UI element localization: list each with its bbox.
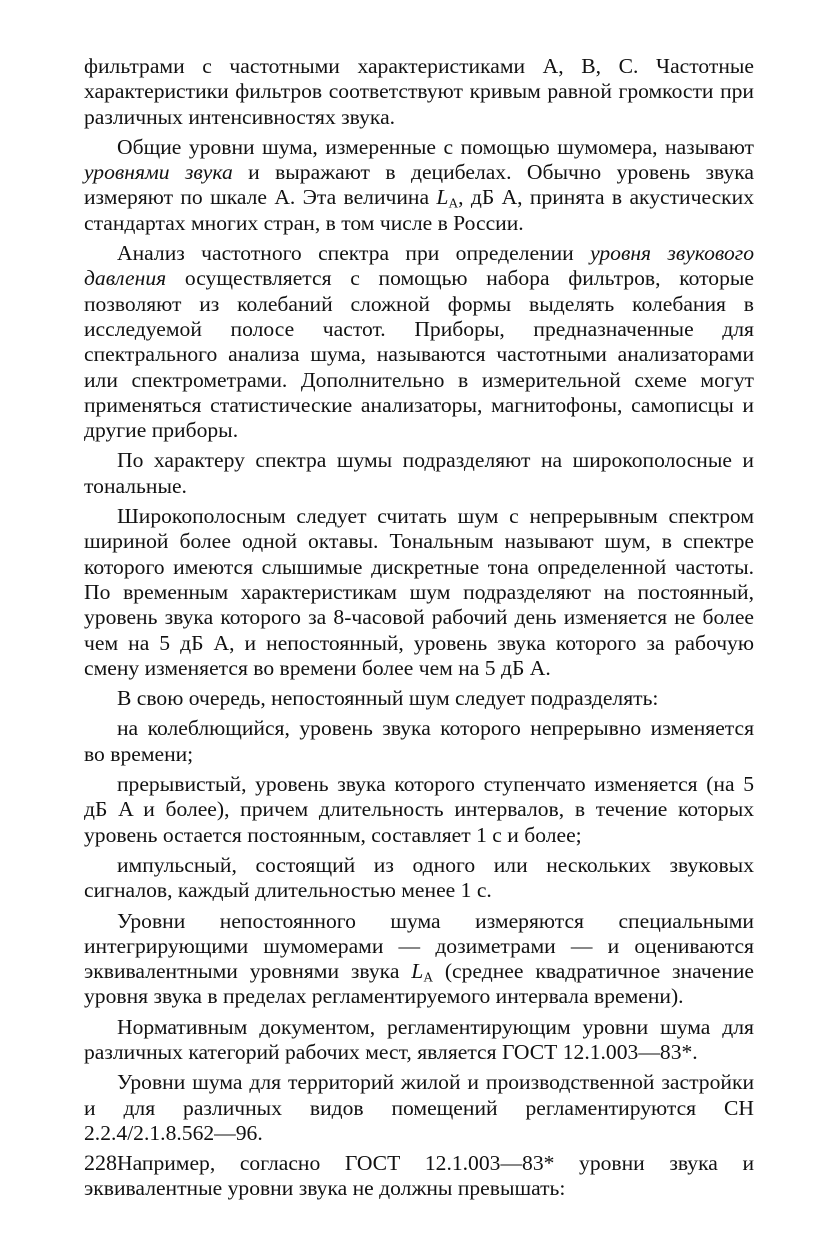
text-run: (среднее квадратичное значение уровня звука в пределах регламентируемого интервала времени). xyxy=(84,959,754,1009)
paragraph xyxy=(84,448,754,499)
paragraph xyxy=(84,1151,754,1202)
text-run: Уровни шума для территорий жилой и производственной застройки и для различных видов помещений регламентируются СН 2.2.4/2.1.8.562—96. xyxy=(84,1070,754,1145)
subscript-text: A xyxy=(448,195,459,211)
text-run: По характеру спектра шумы подразделяют на широкополосные и тональные. xyxy=(84,448,754,498)
italic-term: L xyxy=(411,959,424,984)
paragraph xyxy=(84,772,754,848)
paragraph xyxy=(84,135,754,236)
italic-term: уровня звукового давления xyxy=(84,241,754,291)
text-run: , дБ A, принята в акустических стандартах многих стран, в том числе в России. xyxy=(84,185,754,235)
paragraph xyxy=(84,1015,754,1066)
page-body xyxy=(84,54,754,1202)
text-run: импульсный, состоящий из одного или нескольких звуковых сигналов, каждый длительностью менее 1 с. xyxy=(84,852,754,903)
text-run: Нормативным документом, регламентирующим уровни шума для различных категорий рабочих мест, является ГОСТ 12.1.003—83*. xyxy=(84,1014,754,1064)
paragraph xyxy=(84,54,754,130)
text-run: Уровни непостоянного шума измеряются специальными интегрирующими шумомерами — дозиметрами — и оцениваются эквивалентными уровнями звука xyxy=(84,908,754,984)
subscript-text: A xyxy=(423,969,433,985)
paragraph xyxy=(84,909,754,1010)
text-run: и выражают в децибелах. Обычно уровень звука измеряют по шкале A. Эта величина xyxy=(84,160,754,210)
text-run: Например, согласно ГОСТ 12.1.003—83* уровни звука и эквивалентные уровни звука не должны превышать: xyxy=(84,1151,754,1201)
paragraph xyxy=(84,504,754,681)
italic-term: L xyxy=(436,185,449,210)
page-number: 228 xyxy=(84,1150,117,1175)
text-run: фильтрами с частотными характеристиками A, B, C. Частотные характеристики фильтров соответствуют кривым равной громкости при различных интенсивностях звука. xyxy=(84,54,754,129)
paragraph xyxy=(84,853,754,904)
text-run: прерывистый, уровень звука которого ступенчато изменяется (на 5 дБ A и более), причем длительность интервалов, в течение которых уровень остается постоянным, составляет 1 с и более; xyxy=(84,772,754,847)
paragraph xyxy=(84,686,754,711)
text-run: Общие уровни шума, измеренные с помощью шумомера, называют xyxy=(117,134,754,159)
paragraph xyxy=(84,1070,754,1146)
italic-term: уровнями звука xyxy=(84,160,233,185)
text-run: В свою очередь, непостоянный шум следует подразделять: xyxy=(117,686,659,711)
text-run: Анализ частотного спектра при определении xyxy=(117,241,591,266)
text-run: Широкополосным следует считать шум с непрерывным спектром шириной более одной октавы. Тональным называют шум, в спектре которого имеются слышимые дискретные тона определенной частоты. По временным характеристикам шум подразделяют на постоянный, уровень звука которого за 8-часовой рабочий день изменяется не более чем на 5 дБ A, и непостоянный, уровень звука которого за рабочую смену изменяется во времени более чем на 5 дБ A. xyxy=(84,504,754,680)
paragraph xyxy=(84,716,754,767)
paragraph xyxy=(84,241,754,443)
text-run: на колеблющийся, уровень звука которого непрерывно изменяется во времени; xyxy=(84,716,754,766)
text-run: осуществляется с помощью набора фильтров, которые позволяют из колебаний сложной формы выделять колебания в исследуемой полосе частот. Приборы, предназначенные для спектрального анализа шума, называются частотными анализаторами или спектрометрами. Дополнительно в измерительной схеме могут применяться статистические анализаторы, магнитофоны, самописцы и другие приборы. xyxy=(84,266,754,443)
